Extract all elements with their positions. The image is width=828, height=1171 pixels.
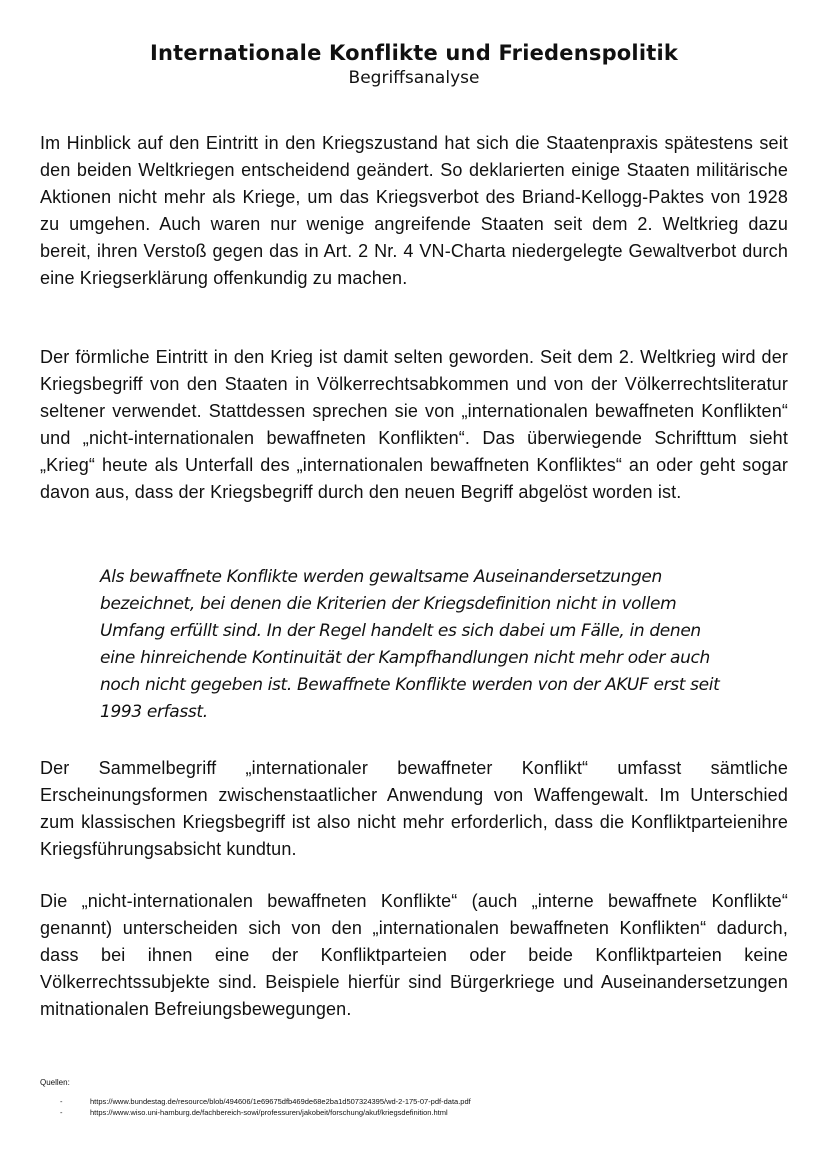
list-bullet: - (60, 1097, 63, 1106)
definition-quote: Als bewaffnete Konflikte werden gewaltsame Auseinandersetzungen bezeichnet, bei denen die Kriterien der Kriegsdefinition nicht in vollem Umfang erfüllt sind. In der Regel handelt es sich dabei um Fälle, in denen eine hinreichende Kontinuität der Kampfhandlungen nicht mehr oder auch noch nicht gegeben ist. Bewaffnete Konflikte werden von der AKUF erst seit 1993 erfasst. (100, 567, 720, 722)
source-item (60, 1107, 471, 1118)
paragraph-4: Die „nicht-internationalen bewaffneten Konflikte“ (auch „interne bewaffnete Konflikte“ genannt) unterscheiden sich von den „internationalen bewaffneten Konflikten“ dadurch, dass bei ihnen eine der Konfliktparteien oder beide Konfliktparteien keine Völkerrechtssubjekte sind. Beispiele hierfür sind Bürgerkriege und Auseinandersetzungen mitnationalen Befreiungsbewegungen. (40, 891, 788, 1019)
paragraph-1: Im Hinblick auf den Eintritt in den Kriegszustand hat sich die Staatenpraxis spätestens seit den beiden Weltkriegen entscheidend geändert. So deklarierten einige Staaten militärische Aktionen nicht mehr als Kriege, um das Kriegsverbot des Briand-Kellogg-Paktes von 1928 zu umgehen. Auch waren nur wenige angreifende Staaten seit dem 2. Weltkrieg dazu bereit, ihren Verstoß gegen das in Art. 2 Nr. 4 VN-Charta niedergelegte Gewaltverbot durch eine Kriegserklärung offenkundig zu machen. (40, 133, 788, 288)
source-item (60, 1096, 471, 1107)
source-link[interactable]: https://www.bundestag.de/resource/blob/494606/1e69675dfb469de68e2ba1d507324395/wd-2-175-07-pdf-data.pdf (90, 1097, 471, 1106)
document-title: Internationale Konflikte und Friedenspolitik (149, 41, 679, 65)
paragraph-3: Der Sammelbegriff „internationaler bewaffneter Konflikt“ umfasst sämtliche Erscheinungsformen zwischenstaatlicher Anwendung von Waffengewalt. Im Unterschied zum klassischen Kriegsbegriff ist also nicht mehr erforderlich, dass die Konfliktparteienihre Kriegsführungsabsicht kundtun. (40, 758, 788, 859)
document-subtitle: Begriffsanalyse (348, 68, 480, 88)
list-bullet: - (60, 1108, 63, 1117)
sources-list (60, 1096, 471, 1118)
sources-label: Quellen: (40, 1078, 70, 1087)
source-link[interactable]: https://www.wiso.uni-hamburg.de/fachbereich-sowi/professuren/jakobeit/forschung/akuf/kriegsdefinition.html (90, 1108, 448, 1117)
paragraph-2: Der förmliche Eintritt in den Krieg ist damit selten geworden. Seit dem 2. Weltkrieg wird der Kriegsbegriff von den Staaten in Völkerrechtsabkommen und von der Völkerrechtsliteratur seltener verwendet. Stattdessen sprechen sie von „internationalen bewaffneten Konflikten“ und „nicht-internationalen bewaffneten Konflikten“. Das überwiegende Schrifttum sieht „Krieg“ heute als Unterfall des „internationalen bewaffneten Konfliktes“ an oder geht sogar davon aus, dass der Kriegsbegriff durch den neuen Begriff abgelöst worden ist. (40, 347, 788, 502)
